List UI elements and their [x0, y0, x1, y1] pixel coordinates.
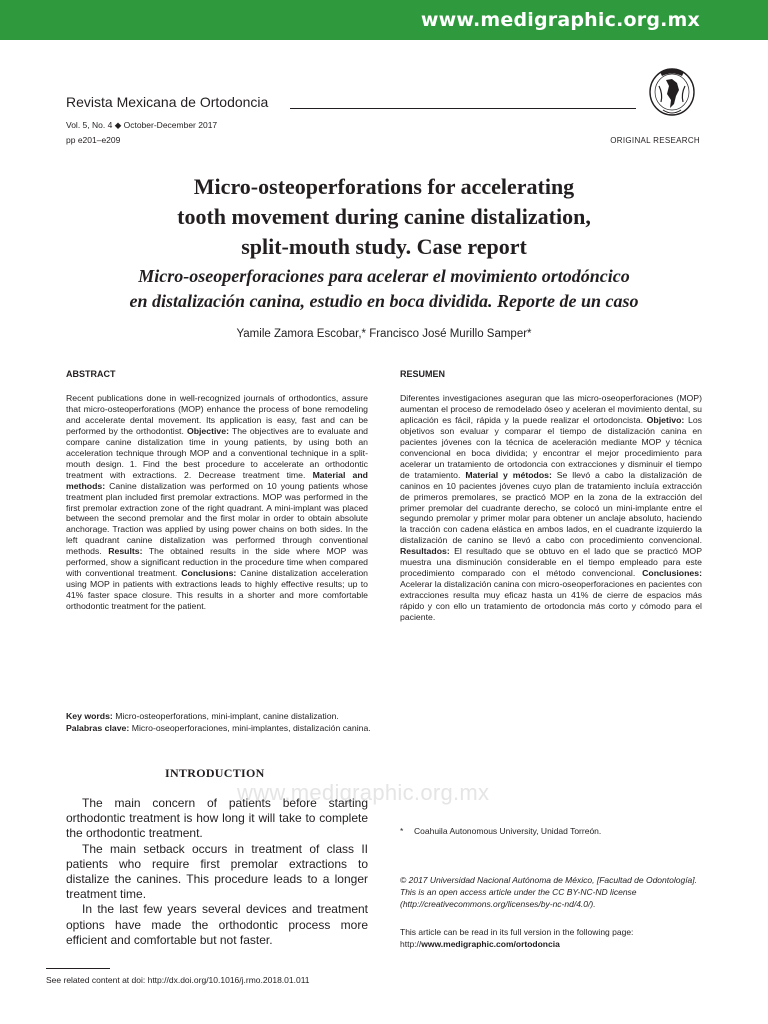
header-rule — [290, 108, 636, 109]
keywords — [66, 710, 706, 734]
title-line: en distalización canina, estudio en boca dividida. Reporte de un caso — [129, 291, 639, 311]
link-url[interactable]: www.medigraphic.com/ortodoncia — [421, 939, 560, 949]
keywords-english — [66, 710, 706, 722]
abstract-results: The obtained results in the side where MOP was performed, show a significant reduction in the procedure time when compared with conventional treatment. — [66, 546, 369, 579]
paragraph: The main concern of patients before starting orthodontic treatment is how long it will take to complete the orthodontic treatment. — [66, 796, 368, 841]
volume-info — [66, 120, 217, 131]
keywords-text: Micro-osteoperforations, mini-implant, canine distalization. — [115, 711, 339, 721]
diamond-separator: ◆ — [114, 120, 122, 130]
title-line: Micro-oseoperforaciones para acelerar el movimiento ortodóncico — [138, 266, 630, 286]
link-prefix: http:// — [400, 939, 422, 949]
palabras-clave-text: Micro-oseoperforaciones, mini-implantes, distalización canina. — [131, 723, 371, 733]
full-text-notice — [400, 926, 706, 950]
resumen-heading: RESUMEN — [400, 369, 446, 379]
resumen-conclusions: Acelerar la distalización canina con micro-oseoperforaciones en pacientes con extracciones resulta muy eficaz hasta un 41% de cierre de espacios más rápido y con ello un tratamiento de ortodoncia más corto y cómodo para el paciente. — [400, 579, 702, 623]
article-title — [66, 172, 702, 262]
abstract-methods: Canine distalization was performed on 10 young patients whose treatment plan included first premolar extractions. MOP was performed in the first premolar extraction zone of the right quadrant. A mini-implant was placed between the second premolar and the first molar in order to obtain absolute anchorage. Traction was applied by using power chains on both sides. In the left quadrant canine distalization was performed through conventional methods. — [66, 480, 368, 557]
resumen-conclusions-label: Conclusiones: — [642, 568, 702, 579]
keywords-label: Key words: — [66, 711, 113, 721]
resumen-results: El resultado que se obtuvo en el lado que se practicó MOP muestra una disminución considerable en el tiempo empleado para este procedimiento comparado con el método convencional. — [400, 546, 702, 579]
abstract-conclusions-label: Conclusions: — [181, 568, 237, 579]
copyright-notice: © 2017 Universidad Nacional Autónoma de México, [Facultad de Odontología]. This is an open access article under the CC BY-NC-ND license (http://creativecommons.org/licenses/by-nc-nd/4.0/). — [400, 875, 698, 909]
resumen-objective-label: Objetivo: — [646, 414, 685, 425]
volume-period: October-December 2017 — [123, 120, 218, 130]
abstract-heading: ABSTRACT — [66, 369, 116, 379]
resumen-intro: Diferentes investigaciones aseguran que las micro-oseoperforaciones (MOP) aumentan el proceso de remodelado óseo y aceleran el movimiento dental, su aplicación es fácil, rápida y la puede realizar el ortodoncista. — [400, 393, 702, 425]
introduction-body — [66, 796, 368, 948]
paragraph: The main setback occurs in treatment of class II patients who require first premolar extractions to distalize the canines. This procedure leads to a longer treatment time. — [66, 841, 368, 902]
keywords-spanish — [66, 722, 706, 734]
footnote-rule — [46, 968, 110, 969]
abstract-results-label: Results: — [108, 546, 143, 557]
palabras-clave-label: Palabras clave: — [66, 723, 130, 733]
abstract-conclusions: Canine distalization acceleration using MOP in patients with extractions leads to highly effective results; up to 41% faster space closure. This results in a shorter and more comfortable orthodontic treatment for the patient. — [66, 568, 369, 612]
abstract-intro: Recent publications done in well-recognized journals of orthodontics, assure that micro-osteoperforations (MOP) enhance the process of bone remodeling and accelerate dental movement. Its application is easy, fast and can be performed by the orthodontist. — [66, 393, 368, 436]
resumen-objective: Los objetivos son evaluar y comparar el tiempo de distalización canina en pacientes jóvenes con la técnica de aceleración mediante MOP y técnica convencional en boca dividida; y encontrar el mejor procedimiento para acelerar un tratamiento de ortodoncia con extracciones y disminuir el tiempo de tratamiento. — [400, 414, 703, 480]
full-text-link[interactable] — [400, 938, 706, 950]
resumen-body — [400, 393, 702, 623]
abstract-body — [66, 393, 368, 612]
abstract-objective-label: Objective: — [186, 425, 229, 436]
resumen-results-label: Resultados: — [400, 546, 450, 557]
unam-seal-icon — [646, 64, 698, 118]
top-banner — [0, 0, 768, 40]
authors: Yamile Zamora Escobar,* Francisco José Murillo Samper* — [236, 328, 532, 340]
journal-name: Revista Mexicana de Ortodoncia — [66, 94, 269, 110]
doi-link[interactable]: See related content at doi: http://dx.doi.org/10.1016/j.rmo.2018.01.011 — [46, 975, 310, 985]
affiliation-mark: * — [400, 826, 404, 836]
resumen-methods: Se llevó a cabo la distalización de caninos en 10 pacientes jóvenes cuyo plan de tratamiento incluía extracción de primeros premolares, se practicó MOP en la zona de la extracción del primer premolar del cuadrante derecho, se colocó un mini-implante entre el segundo premolar y primer molar para obtener un anclaje absoluto, haciendo la tracción con cadena elástica en ambos lados, en el cuadrante izquierdo la distalización de canino se llevó a cabo con procedimiento convencional. — [400, 469, 702, 546]
full-text-intro: This article can be read in its full version in the following page: — [400, 927, 634, 937]
volume-number: Vol. 5, No. 4 — [66, 120, 113, 130]
article-title-spanish — [66, 264, 702, 314]
watermark: www.medigraphic.org.mx — [237, 780, 490, 805]
affiliation: Coahuila Autonomous University, Unidad Torreón. — [414, 826, 602, 836]
site-url[interactable]: www.medigraphic.org.mx — [420, 9, 700, 31]
title-line: tooth movement during canine distalization, — [177, 204, 591, 229]
title-line: split-mouth study. Case report — [241, 234, 527, 259]
page-range: pp e201–e209 — [66, 135, 121, 145]
title-line: Micro-osteoperforations for accelerating — [193, 174, 575, 199]
abstract-methods-label: Material and methods: — [66, 469, 368, 491]
resumen-methods-label: Material y métodos: — [465, 469, 552, 480]
section-label: ORIGINAL RESEARCH — [610, 136, 700, 145]
abstract-objective: The objectives are to evaluate and compare canine distalization time in young patients, by using both an acceleration technique through MOP and a conventional technique in a split-mouth design. 1. Find the best procedure to accelerate an orthodontic treatment with extractions. 2. Decrease treatment time. — [66, 425, 368, 480]
paragraph: In the last few years several devices and treatment options have made the orthodontic process more efficient and comfortable but not faster. — [66, 902, 368, 947]
introduction-heading: INTRODUCTION — [165, 766, 265, 780]
